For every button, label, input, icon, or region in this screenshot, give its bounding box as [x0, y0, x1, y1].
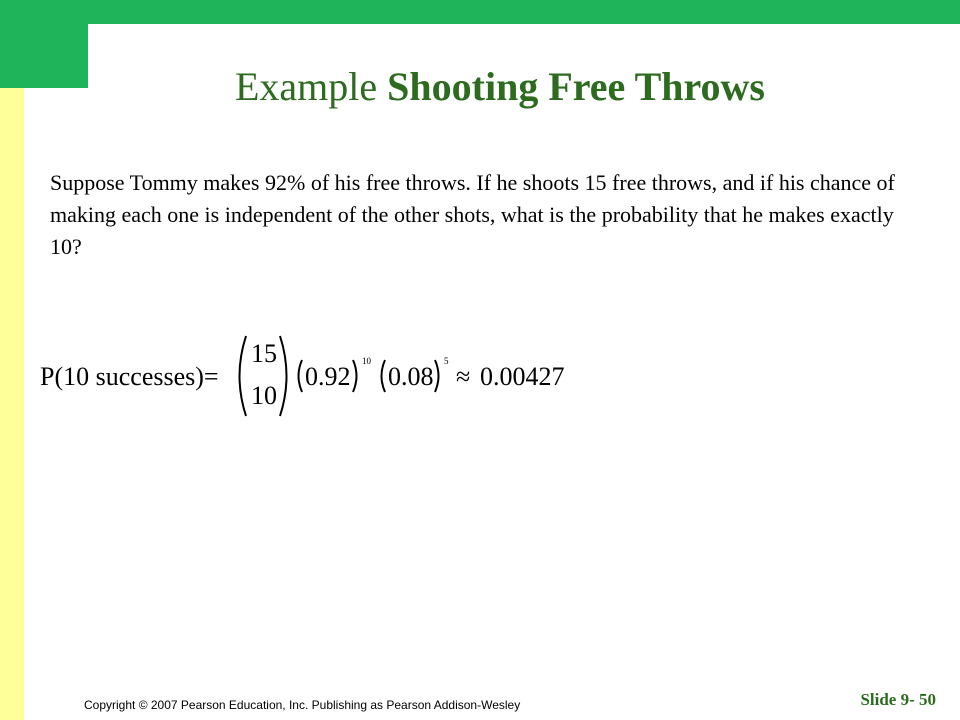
footer-copyright: Copyright © 2007 Pearson Education, Inc. Publishing as Pearson Addison-Wesley	[84, 698, 521, 712]
q-base: 0.08	[388, 362, 434, 391]
binom-top: 15	[251, 339, 277, 368]
p-exponent: 10	[362, 356, 371, 366]
p-left-paren	[299, 360, 303, 392]
title-prefix: Example	[234, 64, 378, 109]
p-right-paren	[353, 360, 357, 392]
p-base: 0.92	[305, 362, 351, 391]
slide-title	[0, 60, 960, 114]
side-accent-bar	[0, 88, 24, 720]
formula-result: 0.00427	[480, 362, 565, 391]
q-right-paren	[435, 360, 439, 392]
formula-lhs: P(10 successes)=	[40, 362, 219, 391]
slide-number: Slide 9- 50	[860, 690, 936, 709]
q-exponent: 5	[444, 356, 449, 366]
binom-left-paren	[240, 336, 247, 416]
binomial-probability-formula	[40, 328, 600, 424]
binom-right-paren	[280, 336, 287, 416]
problem-statement: Suppose Tommy makes 92% of his free throws. If he shoots 15 free throws, and if his chance of making each one is independent of the other shots, what is the probability that he makes exactly 10?	[50, 170, 895, 259]
binom-bottom: 10	[251, 381, 277, 410]
top-accent-bar	[88, 0, 960, 24]
title-topic: Shooting Free Throws	[387, 64, 765, 109]
approx-sign: ≈	[456, 362, 471, 391]
q-left-paren	[382, 360, 386, 392]
